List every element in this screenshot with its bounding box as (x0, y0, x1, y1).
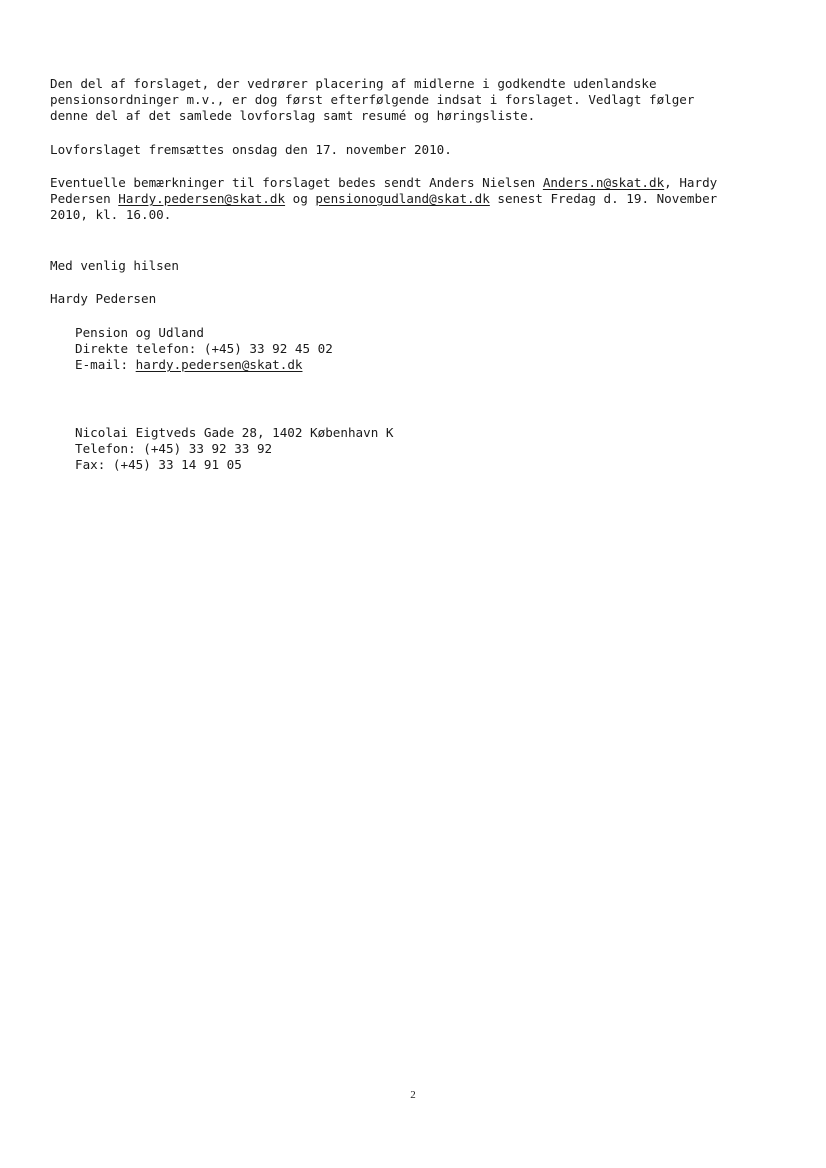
address-fax: Fax: (+45) 33 14 91 05 (75, 457, 242, 472)
email-link-hardy-signature[interactable]: hardy.pedersen@skat.dk (135, 357, 303, 372)
paragraph-remarks-line-3: 2010, kl. 16.00. (50, 207, 172, 222)
remarks-text-3: Pedersen (50, 191, 119, 206)
remarks-text-2: , Hardy (664, 175, 718, 190)
paragraph-intro-line-3: denne del af det samlede lovforslag samt resumé og høringsliste. (50, 108, 536, 123)
closing-greeting: Med venlig hilsen (50, 258, 179, 273)
paragraph-remarks-line-1 (50, 175, 717, 192)
department-email-line (75, 357, 302, 374)
paragraph-remarks-line-2 (50, 191, 717, 208)
paragraph-intro-line-2: pensionsordninger m.v., er dog først efterfølgende indsat i forslaget. Vedlagt følger (50, 92, 695, 107)
address-street: Nicolai Eigtveds Gade 28, 1402 København K (75, 425, 394, 440)
email-link-hardy[interactable]: Hardy.pedersen@skat.dk (118, 191, 286, 206)
paragraph-intro-line-1: Den del af forslaget, der vedrører placering af midlerne i godkendte udenlandske (50, 76, 657, 91)
email-link-pension[interactable]: pensionogudland@skat.dk (315, 191, 490, 206)
page-number: 2 (410, 1089, 416, 1101)
remarks-text-5: senest Fredag d. 19. November (489, 191, 718, 206)
email-label: E-mail: (75, 357, 136, 372)
department-name: Pension og Udland (75, 325, 204, 340)
address-phone: Telefon: (+45) 33 92 33 92 (75, 441, 273, 456)
paragraph-presentation-date: Lovforslaget fremsættes onsdag den 17. november 2010. (50, 142, 452, 157)
direct-phone: Direkte telefon: (+45) 33 92 45 02 (75, 341, 333, 356)
remarks-text-4: og (285, 191, 316, 206)
remarks-text-1: Eventuelle bemærkninger til forslaget bedes sendt Anders Nielsen (50, 175, 543, 190)
email-link-anders[interactable]: Anders.n@skat.dk (542, 175, 665, 190)
signature-name: Hardy Pedersen (50, 291, 157, 306)
